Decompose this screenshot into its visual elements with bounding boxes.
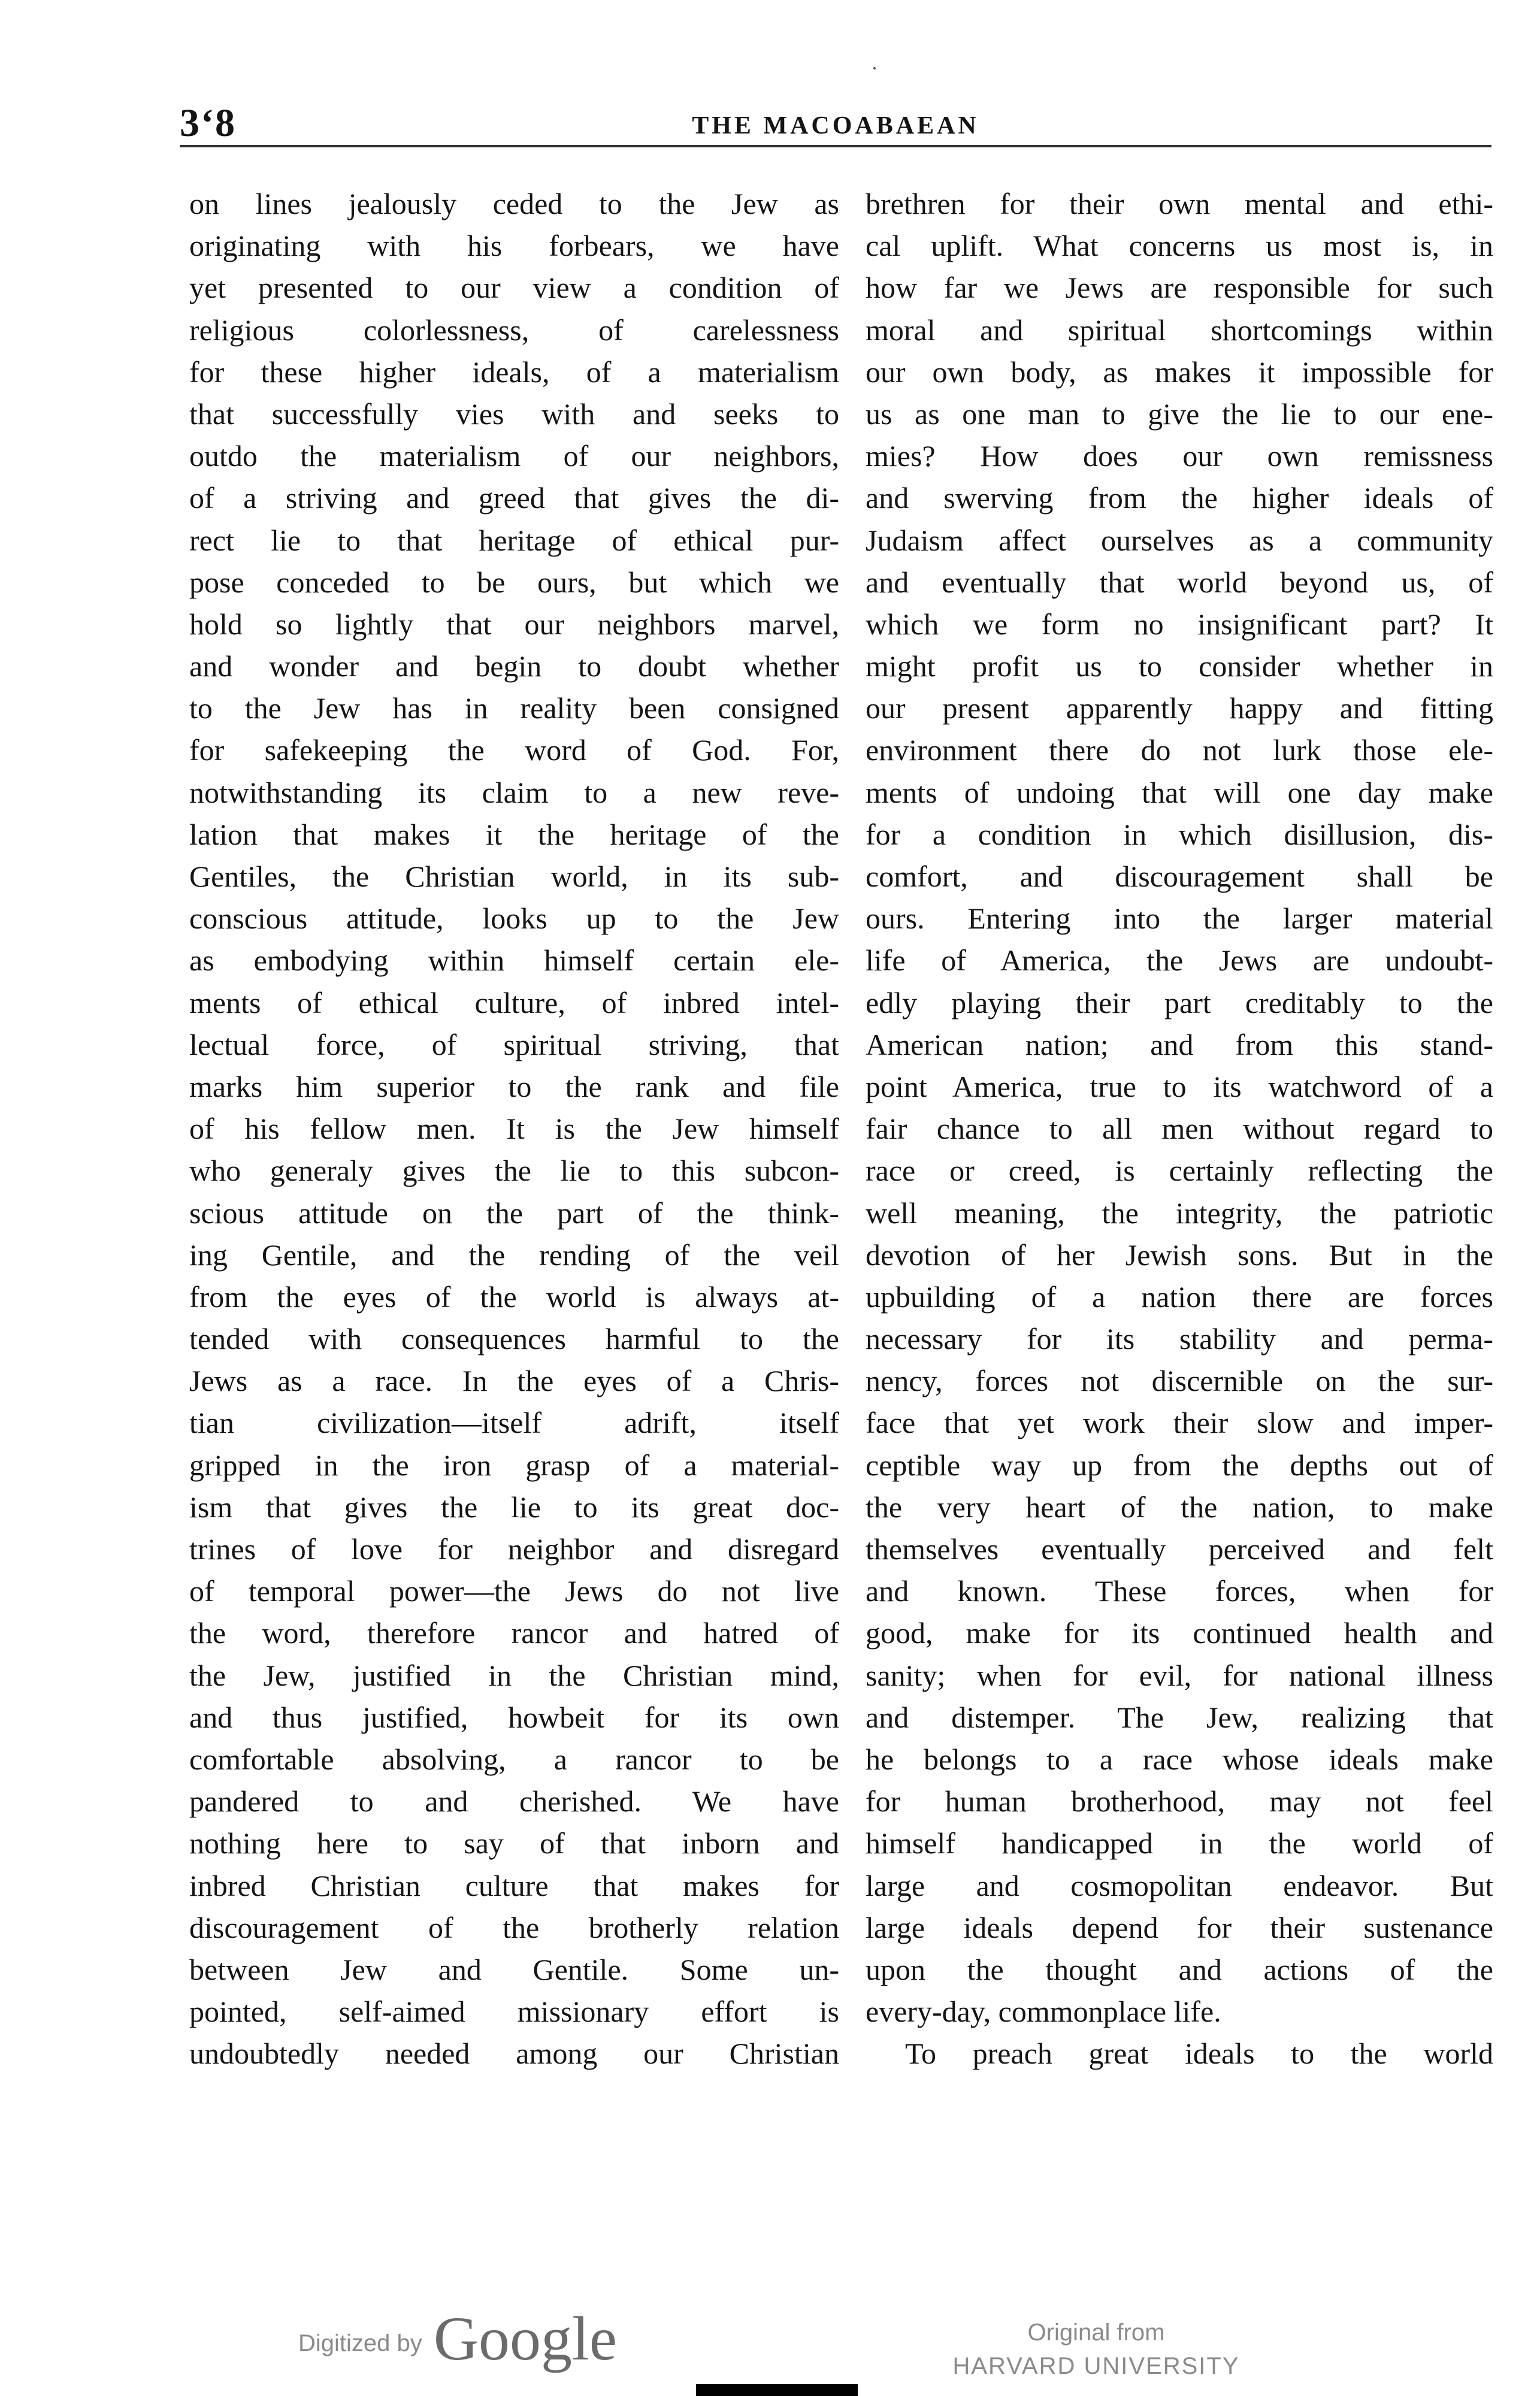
text-line: pointed, self-aimed missionary effort is [189,1995,839,2029]
text-line: trines of love for neighbor and disregard [189,1532,839,1566]
text-line: between Jew and Gentile. Some un- [189,1952,839,1986]
text-line: and known. These forces, when for [866,1574,1493,1608]
text-line: ceptible way up from the depths out of [866,1448,1493,1482]
text-line: nothing here to say of that inborn and [189,1826,839,1860]
text-line: for a condition in which disillusion, dis- [866,817,1493,851]
original-from-label: Original from [1027,2319,1165,2346]
text-line: tian civilization—itself adrift, itself [189,1406,839,1440]
text-line: comfort, and discouragement shall be [866,860,1493,893]
text-line: the word, therefore rancor and hatred of [189,1616,839,1650]
text-line: outdo the materialism of our neighbors, [189,439,839,473]
text-line: sanity; when for evil, for national illness [866,1658,1493,1692]
text-line: yet presented to our view a condition of [189,271,839,305]
text-line: lectual force, of spiritual striving, that [189,1027,839,1061]
text-line: ments of ethical culture, of inbred intel- [189,985,839,1019]
text-line: mies? How does our own remissness [866,439,1493,473]
text-line: discouragement of the brotherly relation [189,1910,839,1944]
text-line: Gentiles, the Christian world, in its sub- [189,860,839,893]
text-line: for safekeeping the word of God. For, [189,733,839,767]
text-line: lation that makes it the heritage of the [189,817,839,851]
text-line: for human brotherhood, may not feel [866,1784,1493,1819]
text-line: that successfully vies with and seeks to [189,397,839,431]
source-credit [934,2316,1258,2383]
text-line: religious colorlessness, of carelessness [189,313,839,347]
text-line: undoubtedly needed among our Christian [189,2037,839,2071]
text-line: as embodying within himself certain ele- [189,943,839,978]
text-line: necessary for its stability and perma- [866,1322,1493,1356]
text-line: he belongs to a race whose ideals make [866,1742,1493,1776]
text-line: life of America, the Jews are undoubt- [866,943,1493,978]
text-line: to the Jew has in reality been consigned [189,691,839,725]
text-line: scious attitude on the part of the think- [189,1196,839,1230]
text-line: hold so lightly that our neighbors marvel, [189,607,839,641]
text-line: notwithstanding its claim to a new reve- [189,775,839,809]
text-line: the very heart of the nation, to make [866,1490,1493,1524]
text-line: brethren for their own mental and ethi- [866,187,1493,220]
text-line: good, make for its continued health and [866,1616,1493,1650]
institution-label: HARVARD UNIVERSITY [952,2353,1240,2379]
text-line: of his fellow men. It is the Jew himself [189,1112,839,1146]
google-logo: Google [433,2304,618,2373]
text-line: ing Gentile, and the rending of the veil [189,1238,839,1272]
text-line: himself handicapped in the world of [866,1826,1493,1860]
text-line: devotion of her Jewish sons. But in the [866,1238,1493,1272]
text-line: how far we Jews are responsible for such [866,271,1493,305]
text-line: comfortable absolving, a rancor to be [189,1742,839,1776]
text-line: conscious attitude, looks up to the Jew [189,901,839,936]
text-line: of temporal power—the Jews do not live [189,1574,839,1608]
text-line: ours. Entering into the larger material [866,901,1493,936]
text-line: themselves eventually perceived and felt [866,1532,1493,1566]
text-line: rect lie to that heritage of ethical pur- [189,523,839,557]
text-line: gripped in the iron grasp of a material- [189,1448,839,1482]
text-line: upon the thought and actions of the [866,1952,1493,1986]
text-line: which we form no insignificant part? It [866,607,1493,641]
left-column [189,183,839,2074]
text-line: from the eyes of the world is always at- [189,1279,839,1314]
page-number: 3‘8 [180,101,236,145]
text-line: originating with his forbears, we have [189,229,839,263]
text-line: ments of undoing that will one day make [866,775,1493,809]
text-line: might profit us to consider whether in [866,649,1493,683]
text-line: our present apparently happy and fitting [866,691,1493,725]
text-line: every-day, commonplace life. [866,1995,1221,2029]
text-line: large ideals depend for their sustenance [866,1910,1493,1944]
text-line: who generaly gives the lie to this subcon- [189,1154,839,1188]
text-line: edly playing their part creditably to the [866,985,1493,1019]
text-line: and wonder and begin to doubt whether [189,649,839,683]
text-line: race or creed, is certainly reflecting the [866,1154,1493,1188]
text-line: of a striving and greed that gives the di- [189,481,839,515]
running-title: THE MACOABAEAN [692,112,979,140]
right-column [866,183,1493,2074]
text-line: inbred Christian culture that makes for [189,1868,839,1902]
text-line: American nation; and from this stand- [866,1027,1493,1061]
text-line: point America, true to its watchword of a [866,1069,1493,1103]
text-line: Judaism affect ourselves as a community [866,523,1493,557]
scan-speck [873,67,876,69]
scan-edge-bar [696,2384,858,2396]
text-line: pose conceded to be ours, but which we [189,565,839,599]
text-line: our own body, as makes it impossible for [866,355,1493,389]
text-line: large and cosmopolitan endeavor. But [866,1868,1493,1902]
text-line: us as one man to give the lie to our ene- [866,397,1493,431]
text-line: fair chance to all men without regard to [866,1112,1493,1146]
text-line: marks him superior to the rank and file [189,1069,839,1103]
digitized-by-label: Digitized by [298,2330,422,2356]
page-header [180,96,1491,150]
text-line: and distemper. The Jew, realizing that [866,1700,1493,1734]
text-line: and thus justified, howbeit for its own [189,1700,839,1734]
text-line: environment there do not lurk those ele- [866,733,1493,767]
text-line: and eventually that world beyond us, of [866,565,1493,599]
text-line: face that yet work their slow and imper- [866,1406,1493,1440]
text-line: tended with consequences harmful to the [189,1322,839,1356]
text-line: and swerving from the higher ideals of [866,481,1493,515]
text-line: cal uplift. What concerns us most is, in [866,229,1493,263]
text-line: well meaning, the integrity, the patriotic [866,1196,1493,1230]
digitized-by-credit [298,2303,617,2374]
text-line: for these higher ideals, of a materialism [189,355,839,389]
text-line: To preach great ideals to the world [905,2037,1493,2071]
text-line: ism that gives the lie to its great doc- [189,1490,839,1524]
text-line: upbuilding of a nation there are forces [866,1279,1493,1314]
text-line: pandered to and cherished. We have [189,1784,839,1819]
text-line: the Jew, justified in the Christian mind, [189,1658,839,1692]
header-rule [180,145,1491,147]
text-line: nency, forces not discernible on the sur- [866,1364,1493,1398]
text-line: on lines jealously ceded to the Jew as [189,187,839,220]
text-line: Jews as a race. In the eyes of a Chris- [189,1364,839,1398]
text-line: moral and spiritual shortcomings within [866,313,1493,347]
